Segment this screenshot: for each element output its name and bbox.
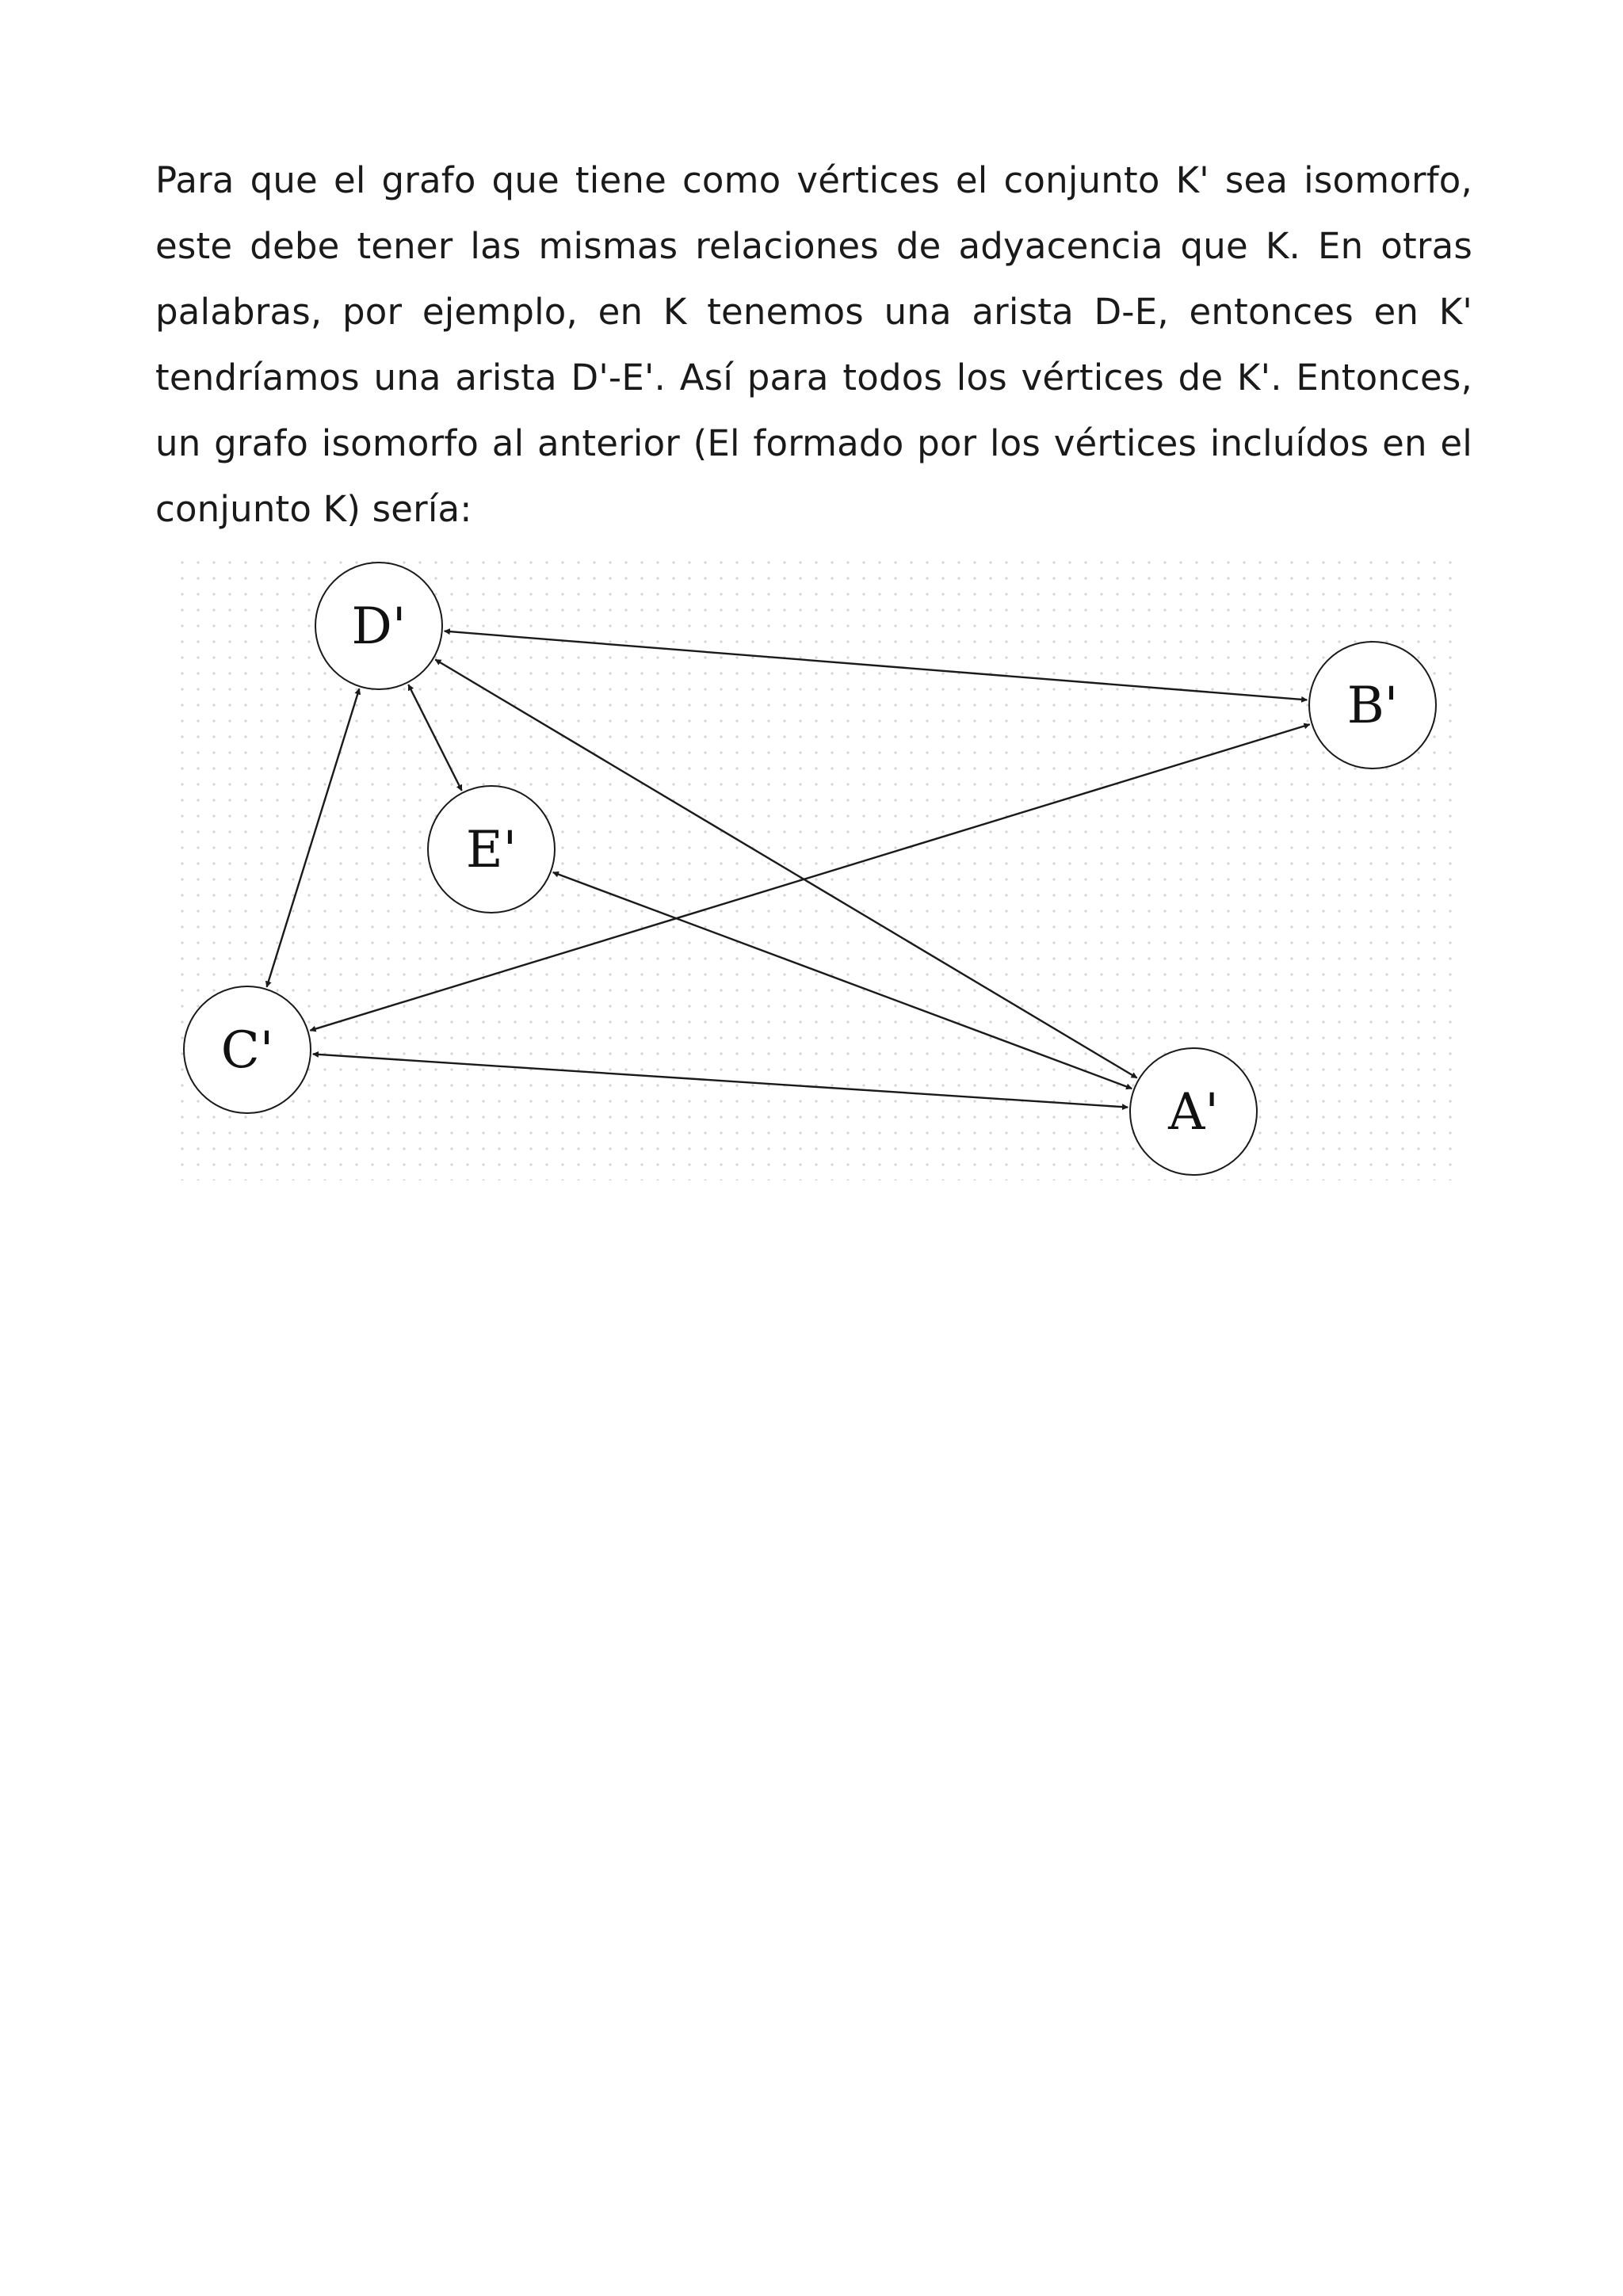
node-label-e: E': [465, 821, 517, 879]
graph-diagram: [174, 555, 1458, 1180]
node-label-d: D': [351, 597, 407, 656]
node-b: [1309, 642, 1436, 769]
body-paragraph: Para que el grafo que tiene como vértices el conjunto K' sea isomorfo, este debe tener las mismas relaciones de adyacencia que K. En otras palabras, por ejemplo, en K tenemos una arista D-E, entonces en K' tendríamos una arista D'-E'. Así para todos los vértices de K'. Entonces, un grafo isomorfo al anterior (El formado por los vértices incluídos en el conjunto K) sería:: [155, 159, 1472, 530]
node-c: [184, 986, 311, 1113]
node-d: [315, 563, 442, 689]
node-a: [1130, 1048, 1257, 1175]
node-label-b: B': [1346, 677, 1399, 735]
graph-figure: [174, 555, 1458, 1180]
node-e: [428, 786, 555, 913]
node-label-c: C': [220, 1021, 274, 1080]
node-label-a: A': [1168, 1083, 1219, 1142]
